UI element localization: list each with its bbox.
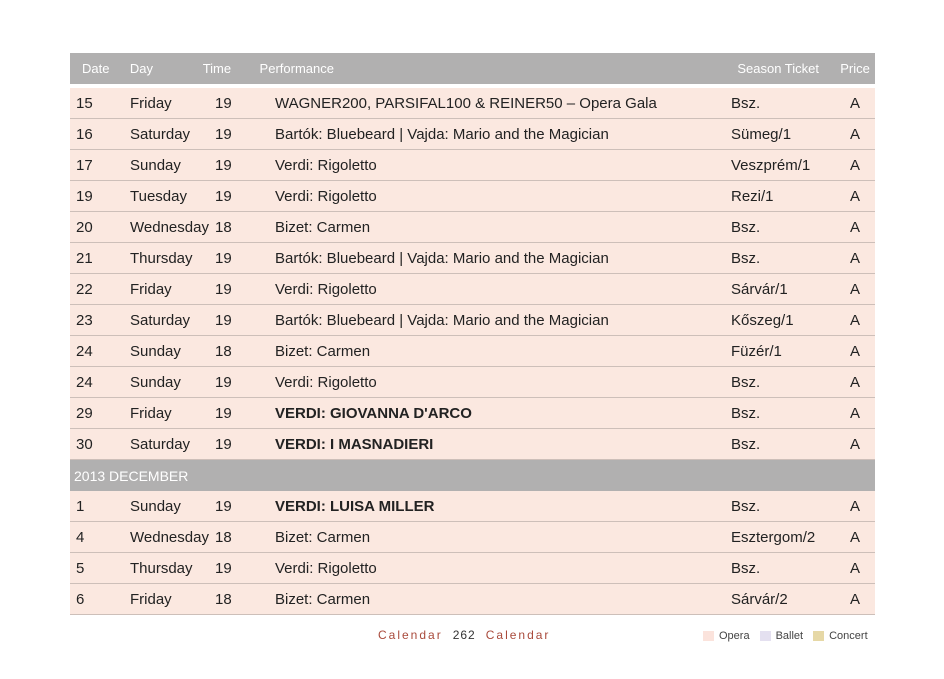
row-price: A — [849, 342, 860, 360]
header-performance: Performance — [259, 61, 334, 76]
row-season-ticket: Bsz. — [731, 497, 761, 515]
row-season-ticket: Bsz. — [731, 249, 761, 267]
row-price: A — [849, 373, 860, 391]
row-day: Tuesday — [130, 187, 187, 205]
row-date: 22 — [76, 280, 93, 298]
row-performance: Verdi: Rigoletto — [275, 156, 377, 174]
row-time: 18 — [215, 218, 232, 236]
row-performance: Verdi: Rigoletto — [275, 373, 377, 391]
row-day: Saturday — [130, 125, 191, 143]
table-row — [70, 212, 875, 243]
row-day: Friday — [130, 94, 172, 112]
row-time: 19 — [215, 280, 232, 298]
legend-label-ballet: Ballet — [775, 630, 804, 642]
row-time: 19 — [215, 373, 232, 391]
row-time: 18 — [215, 528, 232, 546]
row-date: 5 — [76, 559, 85, 577]
row-time: 19 — [215, 125, 232, 143]
row-date: 1 — [76, 497, 85, 515]
row-season-ticket: Bsz. — [731, 559, 761, 577]
row-day: Sunday — [130, 156, 181, 174]
row-price: A — [849, 249, 860, 267]
table-row — [70, 584, 875, 615]
row-day: Friday — [130, 590, 172, 608]
november-rows — [70, 88, 875, 460]
row-date: 23 — [76, 311, 93, 329]
row-price: A — [849, 94, 860, 112]
row-season-ticket: Rezi/1 — [731, 187, 774, 205]
table-row — [70, 491, 875, 522]
row-price: A — [849, 497, 860, 515]
legend — [703, 630, 878, 642]
table-row — [70, 522, 875, 553]
legend-item-opera — [703, 630, 750, 642]
row-date: 15 — [76, 94, 93, 112]
row-season-ticket: Bsz. — [731, 218, 761, 236]
row-day: Sunday — [130, 497, 181, 515]
row-season-ticket: Veszprém/1 — [731, 156, 811, 174]
row-date: 29 — [76, 404, 93, 422]
row-performance: Bizet: Carmen — [275, 528, 371, 546]
row-day: Thursday — [130, 559, 193, 577]
row-time: 19 — [215, 311, 232, 329]
row-time: 18 — [215, 342, 232, 360]
footer-left-label: Calendar — [378, 628, 443, 642]
row-price: A — [849, 125, 860, 143]
row-day: Thursday — [130, 249, 193, 267]
table-row — [70, 305, 875, 336]
table-row — [70, 398, 875, 429]
row-day: Wednesday — [130, 218, 209, 236]
row-season-ticket: Bsz. — [731, 373, 761, 391]
footer-center — [378, 628, 550, 642]
row-season-ticket: Sümeg/1 — [731, 125, 792, 143]
legend-item-ballet — [760, 630, 804, 642]
row-date: 6 — [76, 590, 85, 608]
header-date: Date — [82, 61, 110, 76]
row-time: 19 — [215, 435, 232, 453]
row-performance: VERDI: I MASNADIERI — [275, 435, 434, 453]
row-time: 19 — [215, 156, 232, 174]
row-price: A — [849, 187, 860, 205]
row-day: Friday — [130, 280, 172, 298]
row-season-ticket: Füzér/1 — [731, 342, 782, 360]
december-rows — [70, 491, 875, 615]
row-price: A — [849, 218, 860, 236]
row-date: 19 — [76, 187, 93, 205]
row-season-ticket: Bsz. — [731, 404, 761, 422]
row-season-ticket: Sárvár/1 — [731, 280, 788, 298]
row-time: 19 — [215, 249, 232, 267]
row-date: 24 — [76, 373, 93, 391]
legend-item-concert — [813, 630, 868, 642]
legend-label-concert: Concert — [829, 630, 868, 642]
row-day: Sunday — [130, 373, 181, 391]
row-day: Saturday — [130, 435, 191, 453]
table-row — [70, 336, 875, 367]
row-date: 20 — [76, 218, 93, 236]
row-price: A — [849, 156, 860, 174]
row-day: Friday — [130, 404, 172, 422]
row-performance: Verdi: Rigoletto — [275, 559, 377, 577]
row-date: 21 — [76, 249, 93, 267]
row-performance: Bizet: Carmen — [275, 342, 371, 360]
legend-label-opera: Opera — [719, 630, 750, 642]
table-row — [70, 88, 875, 119]
row-date: 4 — [76, 528, 85, 546]
row-performance: Verdi: Rigoletto — [275, 280, 377, 298]
row-season-ticket: Sárvár/2 — [731, 590, 788, 608]
table-row — [70, 150, 875, 181]
row-date: 24 — [76, 342, 93, 360]
row-performance: Verdi: Rigoletto — [275, 187, 377, 205]
row-season-ticket: Kőszeg/1 — [731, 311, 794, 329]
row-performance: Bartók: Bluebeard | Vajda: Mario and the Magician — [275, 125, 609, 143]
header-price: Price — [840, 61, 870, 76]
legend-swatch-opera — [703, 631, 714, 641]
schedule-table — [70, 53, 875, 615]
row-price: A — [849, 590, 860, 608]
row-price: A — [849, 311, 860, 329]
table-row — [70, 181, 875, 212]
legend-swatch-concert — [813, 631, 824, 641]
row-performance: VERDI: LUISA MILLER — [275, 497, 435, 515]
row-day: Sunday — [130, 342, 181, 360]
row-time: 19 — [215, 404, 232, 422]
row-time: 19 — [215, 559, 232, 577]
header-day: Day — [129, 61, 153, 76]
header-time: Time — [202, 61, 232, 76]
row-price: A — [849, 559, 860, 577]
table-row — [70, 119, 875, 150]
page-number: 262 — [452, 628, 476, 642]
row-time: 19 — [215, 497, 232, 515]
table-row — [70, 243, 875, 274]
header-season-ticket: Season Ticket — [737, 61, 819, 76]
row-price: A — [849, 528, 860, 546]
row-time: 19 — [215, 187, 232, 205]
table-row — [70, 367, 875, 398]
row-date: 17 — [76, 156, 93, 174]
table-row — [70, 274, 875, 305]
row-day: Saturday — [130, 311, 191, 329]
row-time: 19 — [215, 94, 232, 112]
table-row — [70, 429, 875, 460]
row-price: A — [849, 404, 860, 422]
table-header — [70, 53, 875, 88]
row-performance: Bartók: Bluebeard | Vajda: Mario and the Magician — [275, 249, 609, 267]
row-time: 18 — [215, 590, 232, 608]
row-performance: Bizet: Carmen — [275, 590, 371, 608]
legend-swatch-ballet — [760, 631, 771, 641]
row-date: 30 — [76, 435, 93, 453]
row-date: 16 — [76, 125, 93, 143]
row-performance: Bartók: Bluebeard | Vajda: Mario and the Magician — [275, 311, 609, 329]
row-performance: Bizet: Carmen — [275, 218, 371, 236]
row-season-ticket: Esztergom/2 — [731, 528, 816, 546]
footer-right-label: Calendar — [485, 628, 551, 642]
row-performance: VERDI: GIOVANNA D'ARCO — [275, 404, 472, 422]
row-performance: WAGNER200, PARSIFAL100 & REINER50 – Opera Gala — [275, 94, 657, 112]
row-price: A — [849, 435, 860, 453]
row-season-ticket: Bsz. — [731, 94, 761, 112]
table-row — [70, 553, 875, 584]
row-season-ticket: Bsz. — [731, 435, 761, 453]
row-price: A — [849, 280, 860, 298]
row-day: Wednesday — [130, 528, 209, 546]
page-footer — [0, 626, 944, 646]
month-divider: 2013 DECEMBER — [70, 460, 875, 491]
